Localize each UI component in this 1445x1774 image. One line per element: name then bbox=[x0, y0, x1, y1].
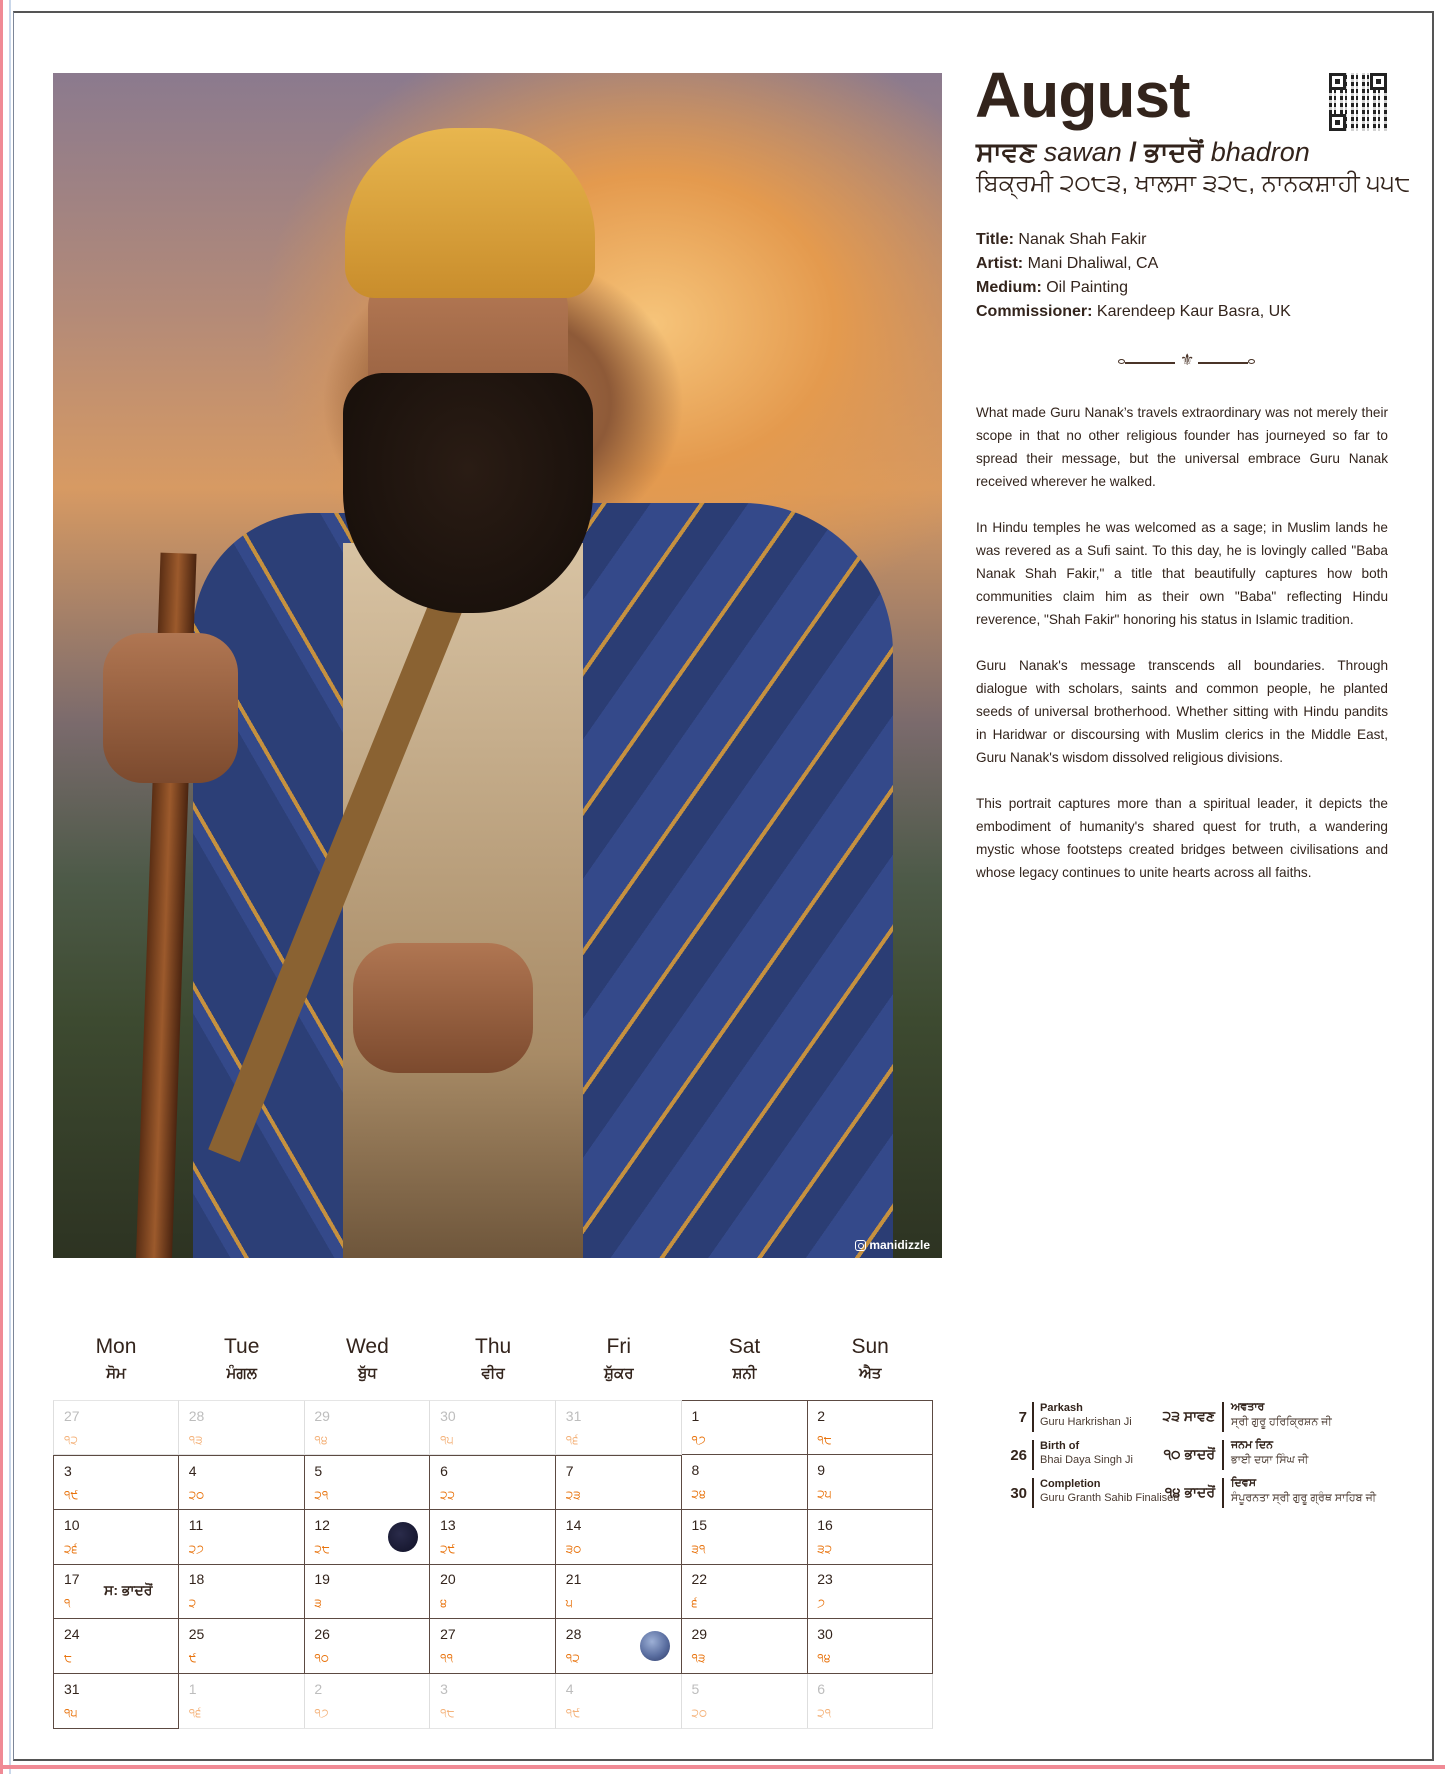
calendar-day[interactable] bbox=[179, 1674, 305, 1729]
weekday-en: Sun bbox=[851, 1335, 889, 1358]
ornament-divider bbox=[1118, 353, 1258, 369]
divider-line bbox=[1198, 362, 1248, 364]
nanakshahi-date: ੧੧ bbox=[440, 1651, 454, 1666]
day-number: 1 bbox=[188, 1681, 197, 1697]
nanakshahi-date: ੨੭ bbox=[188, 1541, 204, 1556]
instagram-icon bbox=[855, 1240, 866, 1251]
description bbox=[976, 401, 1388, 907]
nanakshahi-date: ੩੦ bbox=[565, 1541, 582, 1556]
day-number: 5 bbox=[314, 1462, 323, 1479]
calendar-day[interactable] bbox=[179, 1400, 305, 1455]
day-number: 29 bbox=[314, 1408, 330, 1424]
nanakshahi-date: ੨੧ bbox=[817, 1706, 832, 1720]
day-number: 7 bbox=[565, 1462, 574, 1479]
shirt bbox=[343, 543, 583, 1258]
nanakshahi-date: ੧੨ bbox=[565, 1651, 580, 1666]
calendar-day[interactable] bbox=[807, 1619, 933, 1674]
nanakshahi-date: ੧੬ bbox=[565, 1433, 579, 1447]
calendar-day[interactable] bbox=[556, 1510, 682, 1565]
calendar-day[interactable] bbox=[682, 1674, 808, 1729]
day-number: 26 bbox=[314, 1626, 330, 1643]
fleur-icon: ⚜ bbox=[1180, 352, 1195, 369]
qr-code-icon[interactable] bbox=[1329, 73, 1387, 131]
month-separator: / bbox=[1129, 137, 1137, 167]
calendar-day[interactable] bbox=[179, 1564, 305, 1619]
event-day: 7 bbox=[1018, 1409, 1027, 1426]
weekday-wed bbox=[304, 1335, 430, 1382]
nanakshahi-date: ੨੧ bbox=[314, 1487, 329, 1502]
meta-artist: Artist: Mani Dhaliwal, CA bbox=[976, 255, 1159, 272]
day-number: 16 bbox=[817, 1516, 833, 1533]
day-number: 31 bbox=[565, 1408, 582, 1424]
nanakshahi-date: ੨੬ bbox=[64, 1541, 78, 1556]
weekday-sat bbox=[682, 1335, 808, 1382]
weekday-sun bbox=[807, 1335, 933, 1382]
calendar-day[interactable] bbox=[682, 1619, 808, 1674]
weekday-en: Mon bbox=[95, 1335, 137, 1358]
day-number: 25 bbox=[188, 1626, 205, 1643]
paragraph: In Hindu temples he was welcomed as a sage; in Muslim lands he was revered as a Sufi saint. To this day, he is lovingly called "Baba Nanak Shah Fakir," a title that beautifully captures how both communities claim him as their own "Baba" reflecting Hindu reverence, "Shah Fakir" honoring his status in Islamic tradition. bbox=[976, 520, 1388, 627]
weekday-tue bbox=[179, 1335, 305, 1382]
day-number: 2 bbox=[817, 1408, 825, 1424]
month-names bbox=[976, 137, 1310, 169]
hand-on-strap bbox=[353, 943, 533, 1073]
calendar-day[interactable] bbox=[807, 1564, 933, 1619]
beard bbox=[343, 373, 593, 613]
event-pa-subtitle: ਸ੍ਰੀ ਗੁਰੂ ਹਰਿਕ੍ਰਿਸ਼ਨ ਜੀ bbox=[1231, 1416, 1332, 1428]
day-number: 28 bbox=[565, 1626, 582, 1643]
event-pa-date: ੧੪ ਭਾਦਰੋਂ bbox=[1164, 1484, 1215, 1500]
event-divider bbox=[1032, 1478, 1034, 1508]
event-subtitle: Guru Harkrishan Ji bbox=[1040, 1416, 1132, 1428]
calendar-day[interactable] bbox=[53, 1619, 179, 1674]
event-pa-title: ਜਨਮ ਦਿਨ bbox=[1231, 1439, 1274, 1451]
nanakshahi-date: ੯ bbox=[188, 1651, 197, 1666]
pa-month-2: ਭਾਦਰੋਂ bbox=[1144, 137, 1204, 167]
day-number: 18 bbox=[188, 1571, 205, 1588]
day-number: 11 bbox=[188, 1516, 204, 1533]
day-number: 29 bbox=[691, 1626, 708, 1643]
weekday-pa: ਸੋਮ bbox=[106, 1365, 126, 1382]
day-number: 19 bbox=[314, 1571, 330, 1588]
meta-medium: Medium: Oil Painting bbox=[976, 279, 1129, 296]
event-title: Birth of bbox=[1040, 1440, 1080, 1452]
weekday-en: Fri bbox=[606, 1335, 632, 1358]
robe-right bbox=[533, 503, 893, 1258]
nanakshahi-date: ੧੮ bbox=[440, 1706, 455, 1720]
nanakshahi-date: ੩ bbox=[314, 1596, 322, 1611]
day-number: 4 bbox=[565, 1681, 574, 1697]
event-divider bbox=[1222, 1440, 1224, 1470]
day-number: 23 bbox=[817, 1571, 833, 1588]
full-moon-icon bbox=[640, 1631, 670, 1661]
nanakshahi-date: ੨੯ bbox=[440, 1541, 456, 1556]
calendar-day[interactable] bbox=[179, 1455, 305, 1510]
calendar-day[interactable] bbox=[179, 1510, 305, 1565]
nanakshahi-date: ੨੦ bbox=[188, 1487, 205, 1502]
meta-commissioner: Commissioner: Karendeep Kaur Basra, UK bbox=[976, 303, 1291, 320]
paragraph: What made Guru Nanak’s travels extraordinary was not merely their scope in that no other religious founder has journeyed so far to spread their message, but the universal embrace Guru Nanak received wherever he walked. bbox=[976, 405, 1388, 489]
calendar-day[interactable] bbox=[807, 1455, 933, 1510]
day-number: 22 bbox=[691, 1571, 708, 1588]
day-number: 28 bbox=[188, 1408, 205, 1424]
day-number: 17 bbox=[64, 1571, 80, 1588]
nanakshahi-date: ੨੦ bbox=[691, 1706, 708, 1720]
calendar-day[interactable] bbox=[53, 1510, 179, 1565]
pa-month-1: ਸਾਵਣ bbox=[976, 137, 1037, 167]
calendar-day[interactable] bbox=[53, 1564, 179, 1619]
page-edge-bottom bbox=[0, 1765, 1445, 1769]
nanakshahi-date: ੬ bbox=[691, 1596, 698, 1611]
weekday-pa: ਬੁੱਧ bbox=[357, 1365, 377, 1382]
nanakshahi-date: ੩੨ bbox=[817, 1541, 833, 1556]
calendar-day[interactable] bbox=[682, 1455, 808, 1510]
nanakshahi-date: ੨੮ bbox=[314, 1541, 330, 1556]
calendar-day[interactable] bbox=[304, 1400, 430, 1455]
day-number: 12 bbox=[314, 1516, 330, 1533]
nanakshahi-date: ੧੪ bbox=[314, 1433, 328, 1447]
calendar-day[interactable] bbox=[807, 1510, 933, 1565]
day-number: 9 bbox=[817, 1461, 825, 1478]
nanakshahi-date: ੭ bbox=[817, 1596, 825, 1611]
calendar-day[interactable] bbox=[304, 1564, 430, 1619]
nanakshahi-date: ੫ bbox=[565, 1596, 573, 1611]
nanakshahi-date: ੨੪ bbox=[691, 1486, 706, 1501]
calendar-day[interactable] bbox=[430, 1674, 556, 1729]
nanakshahi-date: ੪ bbox=[440, 1596, 448, 1611]
event-pa-title: ਦਿਵਸ bbox=[1231, 1477, 1257, 1489]
calendar-day[interactable] bbox=[53, 1400, 179, 1455]
day-number: 20 bbox=[440, 1571, 456, 1588]
event-day: 30 bbox=[1010, 1485, 1027, 1502]
calendar-day[interactable] bbox=[430, 1455, 556, 1510]
weekday-en: Thu bbox=[475, 1335, 512, 1358]
nanakshahi-date: ੮ bbox=[64, 1651, 72, 1666]
weekday-pa: ਸ਼ੁੱਕਰ bbox=[604, 1365, 634, 1382]
nanakshahi-date: ੧੪ bbox=[817, 1651, 831, 1666]
credit-handle: manidizzle bbox=[869, 1238, 930, 1252]
new-moon-icon bbox=[388, 1522, 418, 1552]
qr-finder bbox=[1329, 114, 1346, 131]
event-divider bbox=[1032, 1402, 1034, 1432]
calendar-day[interactable] bbox=[304, 1455, 430, 1510]
event-item bbox=[985, 1400, 1395, 1436]
day-number: 2 bbox=[314, 1681, 323, 1697]
day-number: 24 bbox=[64, 1626, 80, 1643]
calendar-day[interactable] bbox=[807, 1400, 933, 1455]
calendar-day[interactable] bbox=[179, 1619, 305, 1674]
event-divider bbox=[1222, 1478, 1224, 1508]
lat-month-2: bhadron bbox=[1210, 137, 1310, 167]
day-number: 13 bbox=[440, 1516, 456, 1533]
calendar-day[interactable] bbox=[53, 1674, 179, 1729]
calendar-day[interactable] bbox=[304, 1619, 430, 1674]
event-pa-date: ੧੦ ਭਾਦਰੋਂ bbox=[1163, 1446, 1215, 1462]
qr-finder bbox=[1329, 73, 1346, 90]
calendar-day[interactable] bbox=[53, 1455, 179, 1510]
event-pa-subtitle: ਸੰਪੂਰਨਤਾ ਸ੍ਰੀ ਗੁਰੂ ਗ੍ਰੰਥ ਸਾਹਿਬ ਜੀ bbox=[1231, 1492, 1377, 1504]
calendar-day[interactable] bbox=[556, 1674, 682, 1729]
calendar-day[interactable] bbox=[304, 1510, 430, 1565]
nanakshahi-date: ੧੨ bbox=[64, 1433, 78, 1447]
nanakshahi-date: ੧੬ bbox=[188, 1706, 202, 1720]
day-number: 1 bbox=[691, 1408, 700, 1424]
artwork-meta bbox=[976, 228, 1291, 324]
calendar-day[interactable] bbox=[430, 1564, 556, 1619]
day-number: 4 bbox=[188, 1462, 197, 1479]
day-number: 30 bbox=[817, 1626, 833, 1643]
day-number: 27 bbox=[64, 1408, 80, 1424]
weekday-pa: ਮੰਗਲ bbox=[226, 1365, 257, 1382]
event-day: 26 bbox=[1010, 1447, 1027, 1464]
day-number: 6 bbox=[440, 1462, 448, 1479]
calendar-day[interactable] bbox=[682, 1510, 808, 1565]
event-divider bbox=[1222, 1402, 1224, 1432]
day-number: 15 bbox=[691, 1516, 708, 1533]
weekday-pa: ਸ਼ਨੀ bbox=[732, 1365, 757, 1382]
nanakshahi-date: ੧੭ bbox=[691, 1433, 706, 1447]
event-pa-title: ਅਵਤਾਰ bbox=[1231, 1401, 1265, 1413]
event-divider bbox=[1032, 1440, 1034, 1470]
artist-credit bbox=[855, 1238, 930, 1252]
nanakshahi-date: ੧੭ bbox=[314, 1706, 329, 1720]
turban bbox=[345, 128, 595, 298]
weekday-en: Sat bbox=[728, 1335, 761, 1358]
day-number: 27 bbox=[440, 1626, 456, 1643]
weekday-thu bbox=[430, 1335, 556, 1382]
meta-title: Title: Nanak Shah Fakir bbox=[976, 231, 1147, 248]
nanakshahi-date: ੧੫ bbox=[440, 1433, 454, 1447]
event-item bbox=[985, 1476, 1395, 1512]
portrait-painting bbox=[53, 73, 942, 1258]
page-edge-left bbox=[0, 0, 3, 1774]
calendar-day[interactable] bbox=[682, 1564, 808, 1619]
day-number: 3 bbox=[440, 1681, 448, 1697]
month-start-note: ਸ: ਭਾਦਰੋਂ bbox=[104, 1582, 153, 1599]
nanakshahi-date: ੧੩ bbox=[691, 1651, 706, 1666]
nanakshahi-date: ੧੯ bbox=[64, 1487, 79, 1502]
nanakshahi-date: ੧੩ bbox=[188, 1433, 203, 1447]
event-item bbox=[985, 1438, 1395, 1474]
nanakshahi-date: ੧੦ bbox=[314, 1651, 329, 1666]
calendar-day[interactable] bbox=[430, 1619, 556, 1674]
event-subtitle: Bhai Daya Singh Ji bbox=[1040, 1454, 1133, 1466]
calendar-day[interactable] bbox=[807, 1674, 933, 1729]
nanakshahi-date: ੨੨ bbox=[440, 1487, 456, 1502]
calendar-day[interactable] bbox=[556, 1455, 682, 1510]
weekday-en: Tue bbox=[223, 1335, 260, 1358]
event-title: Completion bbox=[1040, 1478, 1101, 1490]
day-number: 3 bbox=[64, 1462, 72, 1479]
event-subtitle: Guru Granth Sahib Finalised bbox=[1040, 1492, 1180, 1504]
nanakshahi-date: ੧੮ bbox=[817, 1433, 832, 1447]
day-number: 5 bbox=[691, 1681, 700, 1697]
event-pa-date: ੨੩ ਸਾਵਣ bbox=[1162, 1408, 1215, 1424]
calendar-day[interactable] bbox=[682, 1400, 808, 1455]
weekday-pa: ਐਤ bbox=[858, 1365, 882, 1382]
nanakshahi-date: ੧੫ bbox=[64, 1706, 78, 1720]
day-number: 8 bbox=[691, 1461, 700, 1478]
qr-finder bbox=[1370, 73, 1387, 90]
calendar-day[interactable] bbox=[556, 1564, 682, 1619]
day-number: 14 bbox=[565, 1516, 582, 1533]
nanakshahi-date: ੨੫ bbox=[817, 1486, 832, 1501]
divider-line bbox=[1125, 362, 1175, 364]
weekday-mon bbox=[53, 1335, 179, 1382]
nanakshahi-date: ੨ bbox=[188, 1596, 197, 1611]
calendar-day[interactable] bbox=[430, 1510, 556, 1565]
day-number: 6 bbox=[817, 1681, 825, 1697]
calendar-day[interactable] bbox=[430, 1400, 556, 1455]
lat-month-1: sawan bbox=[1043, 137, 1122, 167]
event-title: Parkash bbox=[1040, 1402, 1083, 1414]
weekday-pa: ਵੀਰ bbox=[481, 1365, 505, 1382]
era-line: ਬਿਕ੍ਰਮੀ ੨੦੮੩, ਖਾਲਸਾ ੩੨੮, ਨਾਨਕਸ਼ਾਹੀ ੫੫੮ bbox=[976, 170, 1411, 197]
calendar-day[interactable] bbox=[556, 1619, 682, 1674]
divider-end bbox=[1248, 359, 1255, 364]
month-title: August bbox=[975, 59, 1190, 131]
nanakshahi-date: ੨੩ bbox=[565, 1487, 581, 1502]
paragraph: This portrait captures more than a spiritual leader, it depicts the embodiment of humanity's shared quest for truth, a wandering mystic whose footsteps created bridges between civilisations and whose legacy continues to unite hearts across all faiths. bbox=[976, 796, 1388, 880]
divider-end bbox=[1118, 359, 1125, 364]
day-number: 10 bbox=[64, 1516, 80, 1533]
nanakshahi-date: ੧ bbox=[64, 1596, 71, 1611]
nanakshahi-date: ੩੧ bbox=[691, 1541, 706, 1556]
day-number: 21 bbox=[565, 1571, 582, 1588]
day-number: 30 bbox=[440, 1408, 456, 1424]
page-guide-line bbox=[9, 0, 11, 1774]
calendar-day[interactable] bbox=[556, 1400, 682, 1455]
weekday-fri bbox=[556, 1335, 682, 1382]
event-pa-subtitle: ਭਾਈ ਦਯਾ ਸਿੰਘ ਜੀ bbox=[1231, 1454, 1309, 1466]
paragraph: Guru Nanak's message transcends all boundaries. Through dialogue with scholars, saints and common people, he planted seeds of universal brotherhood. Whether sitting with Hindu pandits in Haridwar or discoursing with Muslim clerics in the Middle East, Guru Nanak's wisdom dissolved religious divisions. bbox=[976, 658, 1388, 765]
hand-on-staff bbox=[103, 633, 238, 783]
weekday-en: Wed bbox=[345, 1335, 389, 1358]
nanakshahi-date: ੧੯ bbox=[565, 1706, 581, 1720]
calendar-day[interactable] bbox=[304, 1674, 430, 1729]
day-number: 31 bbox=[64, 1681, 80, 1697]
